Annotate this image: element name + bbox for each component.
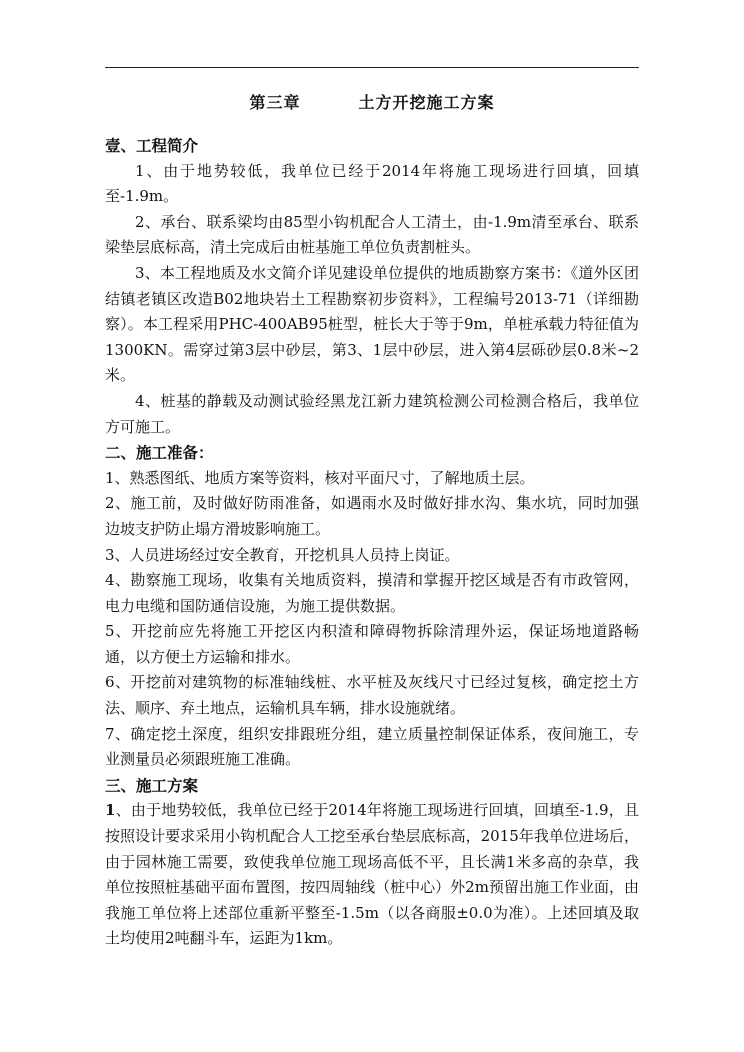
- section-heading-1: 壹、工程简介: [105, 136, 199, 155]
- paragraph-text: 、由于地势较低，我单位已经于2014年将施工现场进行回填，回填至-1.9，且按照设计要求采用小钩机配合人工挖至承台垫层底标高，2015年我单位进场后，由于园林施工需要，致使我单位施工现场高低不平，且长满1米多高的杂草，我单位按照桩基础平面布置图，按四周轴线（桩中心）外2m预留出施工作业面，由我施工单位将上述部位重新平整至-1.5m（以各商服±0.0为准）。上述回填及取土均使用2吨翻斗车，运距为1km。: [105, 801, 639, 948]
- paragraph: 3、本工程地质及水文简介详见建设单位提供的地质勘察方案书：《道外区团结镇老镇区改造B02地块岩土工程勘察初步资料》，工程编号2013-71（详细勘察）。本工程采用PHC-400AB95桩型，桩长大于等于9m，单桩承载力特征值为1300KN。需穿过第3层中砂层，第3、1层中砂层，进入第4层砾砂层0.8米~2米。: [105, 263, 639, 385]
- list-item: 3、人员进场经过安全教育，开挖机具人员持上岗证。: [105, 545, 460, 564]
- list-item: 2、施工前，及时做好防雨准备，如遇雨水及时做好排水沟、集水坑，同时加强边坡支护防止塌方滑坡影响施工。: [105, 494, 639, 538]
- header-rule: [105, 67, 639, 68]
- list-item: 4、勘察施工现场，收集有关地质资料，摸清和掌握开挖区域是否有市政管网，电力电缆和国防通信设施，为施工提供数据。: [105, 571, 639, 615]
- section-heading-3: 三、施工方案: [105, 775, 199, 795]
- paragraph: [105, 798, 639, 952]
- page-title: [105, 90, 639, 113]
- document-body: [105, 133, 639, 952]
- paragraph: 1、由于地势较低，我单位已经于2014年将施工现场进行回填，回填至-1.9m。: [105, 161, 639, 206]
- list-item: 5、开挖前应先将施工开挖区内积渣和障碍物拆除清理外运，保证场地道路畅通，以方便土方运输和排水。: [105, 622, 639, 666]
- list-item: 1、熟悉图纸、地质方案等资料，核对平面尺寸，了解地质土层。: [105, 468, 535, 487]
- chapter-number: 第三章: [249, 93, 301, 112]
- list-item: 6、开挖前对建筑物的标准轴线桩、水平桩及灰线尺寸已经过复核，确定挖土方法、顺序、弃土地点，运输机具车辆，排水设施就绪。: [105, 673, 639, 718]
- chapter-title: 土方开挖施工方案: [358, 93, 495, 112]
- paragraph: 4、桩基的静载及动测试验经黑龙江新力建筑检测公司检测合格后，我单位方可施工。: [105, 391, 639, 436]
- list-item: 7、确定挖土深度，组织安排跟班分组，建立质量控制保证体系，夜间施工，专业测量员必须跟班施工准确。: [105, 724, 639, 769]
- section-heading-2: 二、施工准备：: [105, 443, 214, 463]
- paragraph: 2、承台、联系梁均由85型小钩机配合人工清土，由-1.9m清至承台、联系梁垫层底标高，清土完成后由桩基施工单位负责割桩头。: [105, 212, 639, 257]
- item-number: 1: [105, 801, 116, 820]
